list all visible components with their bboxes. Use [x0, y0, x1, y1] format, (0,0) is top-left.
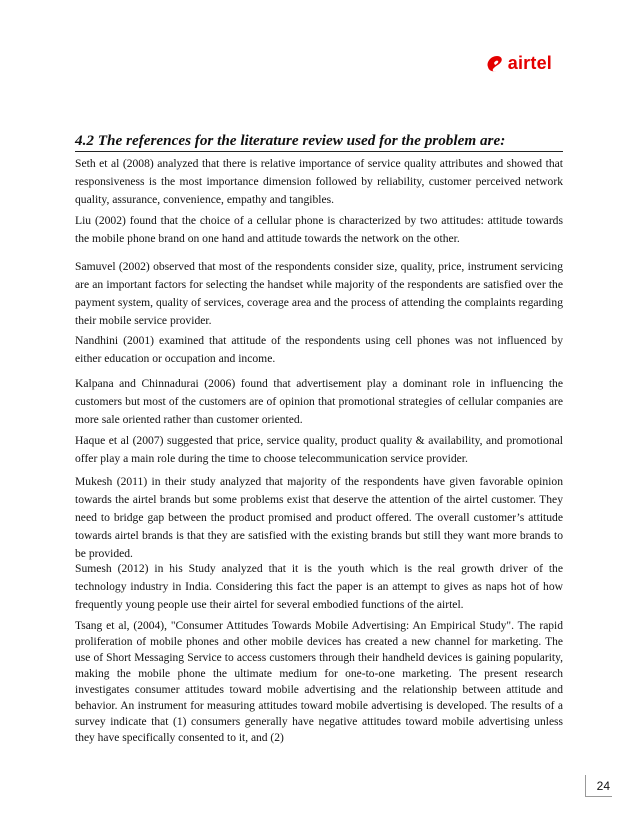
paragraph-nandhini: Nandhini (2001) examined that attitude of the respondents using cell phones was not influenced by either education or occupation and income.: [75, 334, 563, 365]
airtel-wordmark: airtel: [507, 53, 552, 73]
section-heading: 4.2 The references for the literature review used for the problem are:: [75, 132, 506, 149]
page-number: 24: [585, 775, 612, 797]
airtel-logo: [485, 52, 552, 74]
heading-underline: [75, 151, 563, 152]
paragraph-liu: Liu (2002) found that the choice of a cellular phone is characterized by two attitudes: attitude towards the mobile phone brand on one hand and attitude towards the network on the other.: [75, 214, 563, 245]
paragraph-tsang: Tsang et al, (2004), "Consumer Attitudes Towards Mobile Advertising: An Empirical Study". The rapid proliferation of mobile phones and other mobile devices has created a new channel for marketing. The use of Short Messaging Service to access customers through their handheld devices is gaining popularity, making the mobile phone the ultimate medium for one-to-one marketing. The present research investigates consumer attitudes toward mobile advertising and the relationship between attitude and behavior. An instrument for measuring attitudes toward mobile advertising is developed. The results of a survey indicate that (1) consumers generally have negative attitudes toward mobile advertising unless they have specifically consented to it, and (2): [75, 620, 563, 744]
paragraph-samuvel: Samuvel (2002) observed that most of the respondents consider size, quality, price, instrument servicing are an important factors for selecting the handset while majority of the respondents are satisfied over the payment system, quality of services, coverage area and the process of attending the complaints regarding their mobile service provider.: [75, 260, 563, 327]
paragraph-kalpana: Kalpana and Chinnadurai (2006) found that advertisement play a dominant role in influencing the customers but most of the customers are of opinion that promotional strategies of cellular companies are more sale oriented rather than customer oriented.: [75, 377, 563, 426]
paragraph-seth: Seth et al (2008) analyzed that there is relative importance of service quality attributes and showed that responsiveness is the most importance dimension followed by reliability, customer perceived network quality, assurance, convenience, empathy and tangibles.: [75, 157, 563, 206]
paragraph-mukesh: Mukesh (2011) in their study analyzed that majority of the respondents have given favorable opinion towards the airtel brands but some problems exist that deserve the attention of the airtel customer. They need to bridge gap between the product promised and product offered. The overall customer’s attitude towards airtel brands is that they are satisfied with the existing brands but still they want more brands to be provided.: [75, 475, 563, 560]
paragraph-sumesh: Sumesh (2012) in his Study analyzed that it is the youth which is the real growth driver of the technology industry in India. Considering this fact the paper is an attempt to gives as naps hot of how frequently young people use their airtel for several embodied functions of the airtel.: [75, 562, 563, 611]
paragraph-haque: Haque et al (2007) suggested that price, service quality, product quality & availability, and promotional offer play a main role during the time to choose telecommunication service provider.: [75, 434, 563, 465]
airtel-swoosh-icon: [485, 53, 505, 73]
